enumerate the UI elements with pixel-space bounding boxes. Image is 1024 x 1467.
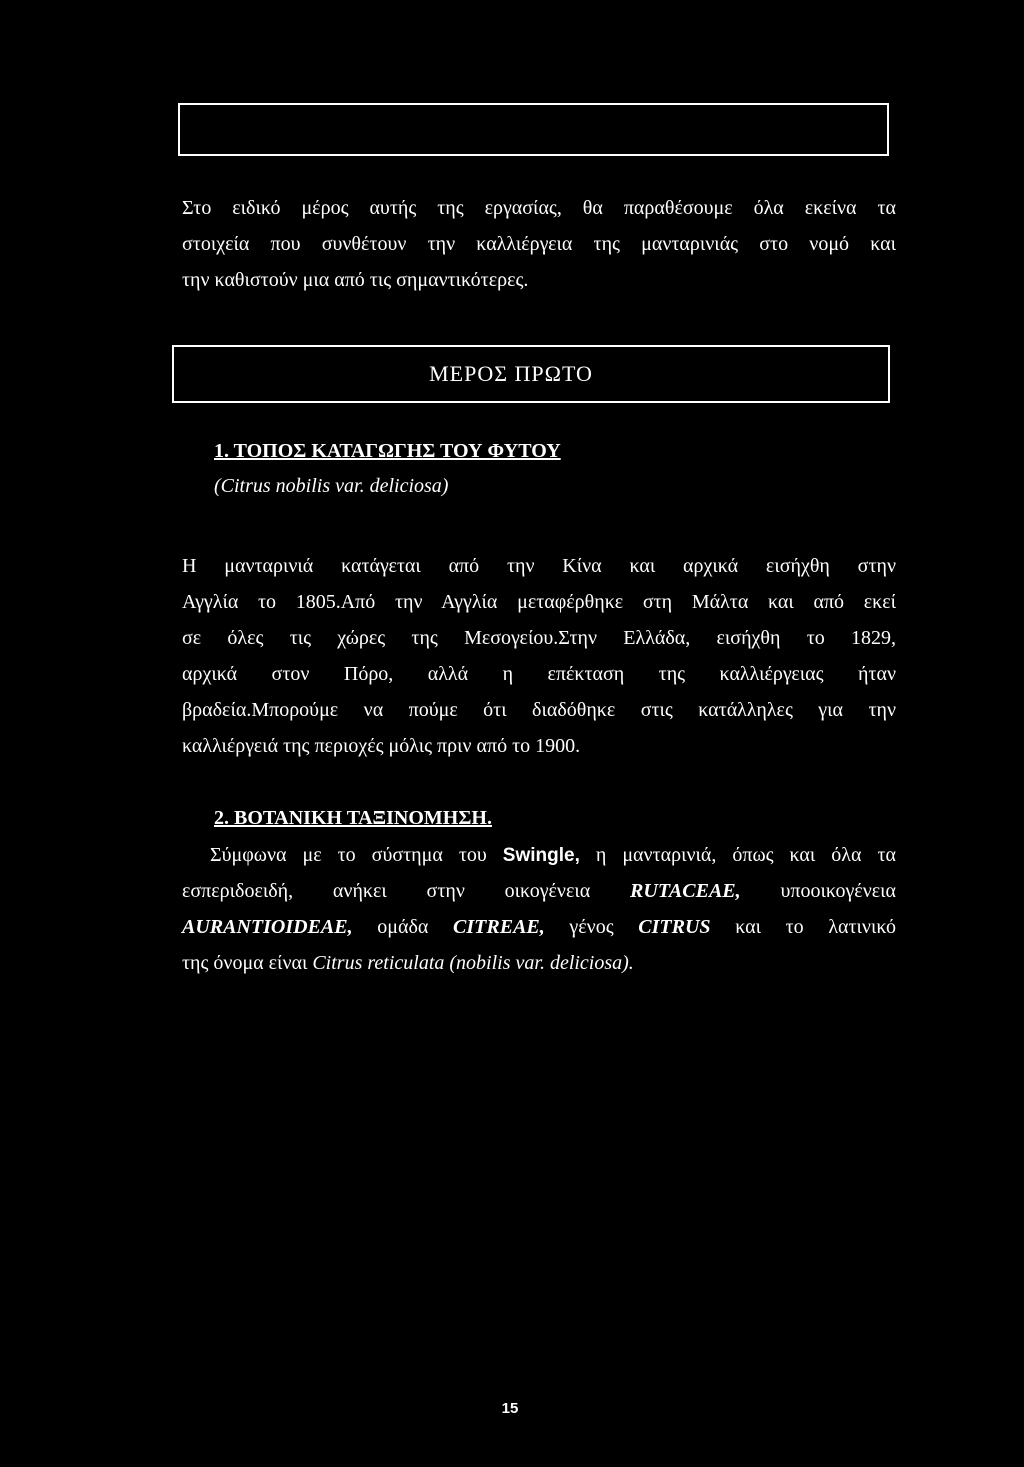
- taxonomy-text: γένος: [544, 916, 639, 938]
- origin-line-text: Η μανταρινιά κατάγεται από την Κίνα και αρχικά εισήχθη στην: [182, 555, 896, 577]
- taxonomy-text: ομάδα: [352, 916, 454, 938]
- origin-line: [182, 656, 896, 692]
- taxonomy-text: υποοικογένεια: [740, 880, 896, 902]
- taxonomy-family: RUTACEAE,: [630, 880, 741, 902]
- origin-line-text: αρχικά στον Πόρο, αλλά η επέκταση της καλλιέργειας ήταν: [182, 663, 896, 685]
- origin-paragraph: [182, 548, 896, 764]
- taxonomy-paragraph: [182, 837, 896, 981]
- origin-line: [182, 620, 896, 656]
- taxonomy-genus: CITRUS: [638, 916, 711, 938]
- taxonomy-text: εσπεριδοειδή, ανήκει στην οικογένεια: [182, 880, 631, 902]
- intro-line: Στο ειδικό μέρος αυτής της εργασίας, θα παραθέσουμε όλα εκείνα τα: [182, 197, 896, 219]
- taxonomy-line: [182, 945, 896, 981]
- taxonomy-line: [182, 837, 896, 873]
- taxonomy-text: της όνομα είναι: [182, 952, 313, 974]
- section-title-box: [172, 345, 890, 403]
- header-frame: [178, 103, 889, 156]
- intro-line: την καθιστούν μια από τις σημαντικότερες.: [182, 269, 529, 291]
- origin-line-text: Αγγλία το 1805.Από την Αγγλία μεταφέρθηκε στη Μάλτα και από εκεί: [182, 591, 896, 613]
- origin-line: [182, 584, 896, 620]
- taxonomy-text: Σύμφωνα με το σύστημα του: [210, 844, 503, 866]
- taxonomy-text: και το λατινικό: [710, 916, 896, 938]
- taxonomy-latin-name: Citrus reticulata (nobilis var. deliciosa).: [312, 952, 634, 974]
- origin-line: καλλιέργειά της περιοχές μόλις πριν από το 1900.: [182, 735, 581, 757]
- intro-line: στοιχεία που συνθέτουν την καλλιέργεια της μανταρινιάς στο νομό και: [182, 233, 896, 255]
- taxonomy-text: η μανταρινιά, όπως και όλα τα: [579, 844, 896, 866]
- section-title: ΜΕΡΟΣ ΠΡΩΤΟ: [429, 361, 593, 386]
- page-number: 15: [501, 1400, 519, 1417]
- taxonomy-line: [182, 873, 896, 909]
- origin-line: [182, 548, 896, 584]
- origin-line-text: βραδεία.Μπορούμε να πούμε ότι διαδόθηκε στις κατάλληλες για την: [182, 699, 896, 721]
- origin-heading: 1. ΤΟΠΟΣ ΚΑΤΑΓΩΓΗΣ ΤΟΥ ΦΥΤΟΥ: [214, 440, 561, 462]
- origin-line: [182, 692, 896, 728]
- intro-paragraph: [182, 190, 896, 298]
- taxonomy-system-name: Swingle,: [502, 845, 580, 866]
- origin-scientific-name: (Citrus nobilis var. deliciosa): [214, 475, 449, 497]
- taxonomy-line: [182, 909, 896, 945]
- taxonomy-heading: 2. ΒΟΤΑΝΙΚΗ ΤΑΞΙΝΟΜΗΣΗ.: [214, 807, 492, 829]
- taxonomy-group: CITREAE,: [453, 916, 545, 938]
- origin-line-text: σε όλες τις χώρες της Μεσογείου.Στην Ελλάδα, εισήχθη το 1829,: [182, 627, 896, 649]
- taxonomy-subfamily: AURANTIOIDEAE,: [182, 916, 353, 938]
